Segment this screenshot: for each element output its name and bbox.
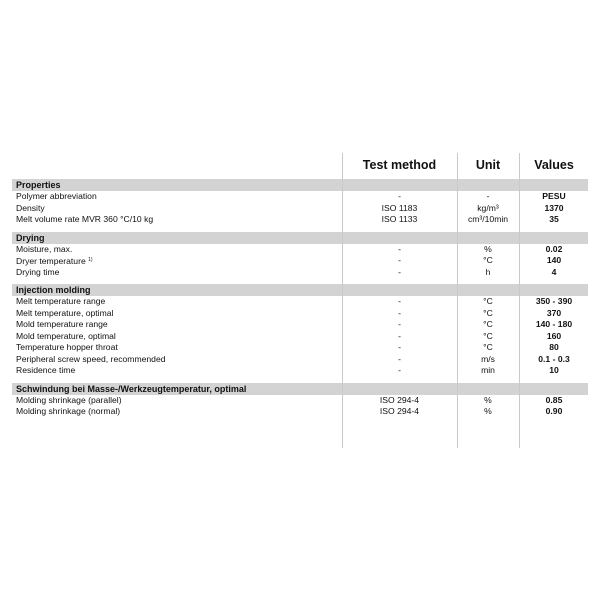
test-method: - — [398, 365, 401, 375]
test-method: ISO 1183 — [381, 202, 418, 213]
property-name: Mold temperature, optimal — [16, 330, 116, 341]
header-values: Values — [534, 158, 574, 172]
table-row — [12, 365, 588, 377]
value: 0.02 — [545, 243, 563, 254]
property-name: Moisture, max. — [16, 243, 73, 254]
value: 350 - 390 — [535, 296, 573, 306]
section-drying: Drying — [12, 232, 588, 244]
section-injection-molding: Injection molding — [12, 284, 588, 296]
table-row — [12, 244, 588, 256]
test-method: - — [398, 255, 401, 265]
unit: cm³/10min — [467, 214, 509, 224]
test-method: - — [398, 243, 401, 254]
table-row — [12, 203, 588, 215]
unit: % — [484, 406, 492, 416]
unit: °C — [483, 330, 493, 341]
test-method: ISO 294-4 — [379, 394, 420, 405]
header-unit: Unit — [475, 158, 501, 172]
unit: °C — [483, 342, 493, 352]
test-method: - — [398, 330, 401, 341]
table-row — [12, 331, 588, 343]
test-method: - — [398, 353, 401, 364]
property-name: Drying time — [16, 266, 60, 277]
property-name: Melt volume rate MVR 360 °C/10 kg — [16, 214, 154, 224]
value: 1370 — [544, 202, 564, 213]
unit: min — [481, 365, 495, 375]
header-test-method: Test method — [362, 158, 437, 172]
section-properties: Properties — [12, 179, 588, 191]
test-method: - — [398, 342, 401, 352]
test-method: - — [398, 319, 401, 329]
table-row — [12, 319, 588, 331]
test-method: - — [398, 296, 401, 306]
property-label: Dryer temperature — [16, 256, 86, 266]
unit: °C — [483, 255, 493, 265]
unit: kg/m³ — [477, 202, 499, 213]
table-row — [12, 406, 588, 418]
property-name: Molding shrinkage (normal) — [16, 406, 121, 416]
table-row — [12, 255, 588, 267]
unit: % — [484, 394, 492, 405]
table-row — [12, 395, 588, 407]
table-header — [12, 153, 588, 177]
value: 35 — [549, 214, 559, 224]
unit: h — [485, 266, 491, 277]
test-method: - — [398, 307, 401, 318]
value: 0.90 — [545, 406, 563, 416]
table-row — [12, 296, 588, 308]
value: 0.85 — [545, 394, 563, 405]
test-method: - — [398, 191, 401, 201]
value: 370 — [546, 307, 562, 318]
property-name: Density — [16, 202, 45, 213]
table-row — [12, 354, 588, 366]
property-name: Mold temperature range — [16, 319, 108, 329]
footnote-marker: 1) — [88, 257, 93, 263]
table-row — [12, 191, 588, 203]
table-row — [12, 214, 588, 226]
unit: - — [486, 191, 490, 201]
property-name: Temperature hopper throat — [16, 342, 118, 352]
value: 140 — [546, 255, 562, 265]
unit: °C — [483, 296, 493, 306]
unit: °C — [483, 319, 493, 329]
unit: m/s — [481, 353, 495, 364]
property-name: Melt temperature range — [16, 296, 106, 306]
table-row — [12, 342, 588, 354]
test-method: ISO 294-4 — [379, 406, 420, 416]
property-name: Molding shrinkage (parallel) — [16, 394, 122, 405]
value: 80 — [549, 342, 559, 352]
property-name: Polymer abbreviation — [16, 191, 97, 201]
value: 4 — [551, 266, 557, 277]
test-method: - — [398, 266, 401, 277]
value: PESU — [542, 191, 566, 201]
value: 140 - 180 — [535, 319, 573, 329]
table-row — [12, 267, 588, 279]
property-name: Residence time — [16, 365, 76, 375]
test-method: ISO 1133 — [381, 214, 418, 224]
datasheet-table — [12, 153, 588, 418]
table-row — [12, 308, 588, 320]
value: 10 — [549, 365, 559, 375]
property-name: Melt temperature, optimal — [16, 307, 114, 318]
unit: °C — [483, 307, 493, 318]
value: 160 — [546, 330, 562, 341]
value: 0.1 - 0.3 — [538, 353, 570, 364]
property-name: Peripheral screw speed, recommended — [16, 353, 166, 364]
section-shrinkage: Schwindung bei Masse-/Werkzeugtemperatur, optimal — [12, 383, 588, 395]
unit: % — [484, 243, 492, 254]
